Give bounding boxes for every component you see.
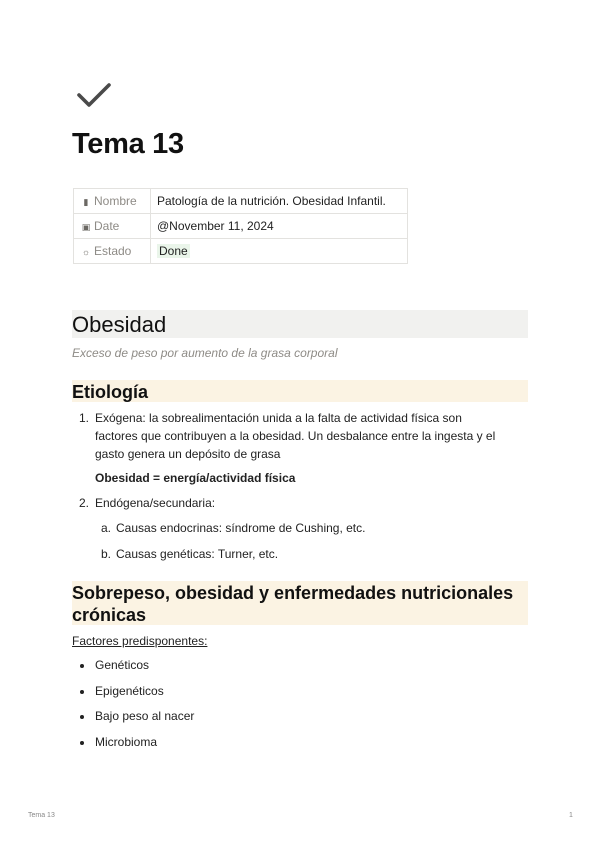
list-item: Epigenéticos [95, 684, 164, 698]
heading-etiologia: Etiología [72, 382, 148, 402]
page-title: Tema 13 [72, 128, 184, 160]
sublist-item: Causas endocrinas: síndrome de Cushing, etc. [116, 521, 366, 535]
list-item: Exógena: la sobrealimentación unida a la falta de actividad física son factores que contribuyen a la obesidad. Un desbalance entre la ingesta y el gasto genera un depósito de grasa [95, 411, 496, 461]
properties-table [73, 188, 408, 264]
heading-etiologia-block [72, 380, 528, 402]
footer-title: Tema 13 [28, 812, 55, 819]
list-number: 1. [79, 411, 90, 425]
heading-obesidad-block [72, 310, 528, 338]
section-subtitle: Exceso de peso por aumento de la grasa corporal [72, 346, 338, 360]
list-item: Endógena/secundaria: [95, 496, 216, 510]
list-item: Microbioma [95, 735, 158, 749]
formula-text: Obesidad = energía/actividad física [95, 471, 296, 485]
bookmark-icon: ▮ [83, 197, 89, 207]
bullet-icon [80, 690, 84, 694]
property-row-nombre [74, 189, 408, 214]
property-key: ☼ Estado [74, 239, 151, 264]
property-key: ▣ Date [74, 214, 151, 239]
bullet-icon [80, 715, 84, 719]
list-item: Genéticos [95, 658, 150, 672]
property-key: ▮ Nombre [74, 189, 151, 214]
heading-sobrepeso-line1: Sobrepeso, obesidad y enfermedades nutricionales [72, 583, 514, 603]
bullet-icon [80, 741, 84, 745]
page-number: 1 [569, 812, 573, 819]
sublist-letter: b. [101, 547, 112, 561]
property-value-nombre[interactable]: Patología de la nutrición. Obesidad Infantil. [151, 189, 408, 214]
status-icon: ☼ [81, 247, 91, 257]
factors-label: Factores predisponentes: [72, 634, 208, 648]
property-row-estado [74, 239, 408, 264]
heading-obesidad: Obesidad [72, 312, 167, 337]
check-icon [76, 80, 112, 110]
property-row-date [74, 214, 408, 239]
list-item: Bajo peso al nacer [95, 709, 195, 723]
bullet-icon [80, 664, 84, 668]
sublist-letter: a. [101, 521, 112, 535]
sublist-item: Causas genéticas: Turner, etc. [116, 547, 279, 561]
property-value-date[interactable]: @November 11, 2024 [151, 214, 408, 239]
property-value-estado[interactable] [151, 239, 408, 264]
heading-sobrepeso-block [72, 581, 528, 625]
list-number: 2. [79, 496, 90, 510]
status-badge[interactable]: Done [159, 244, 188, 258]
heading-sobrepeso-line2: crónicas [72, 605, 147, 625]
calendar-icon: ▣ [81, 222, 91, 232]
